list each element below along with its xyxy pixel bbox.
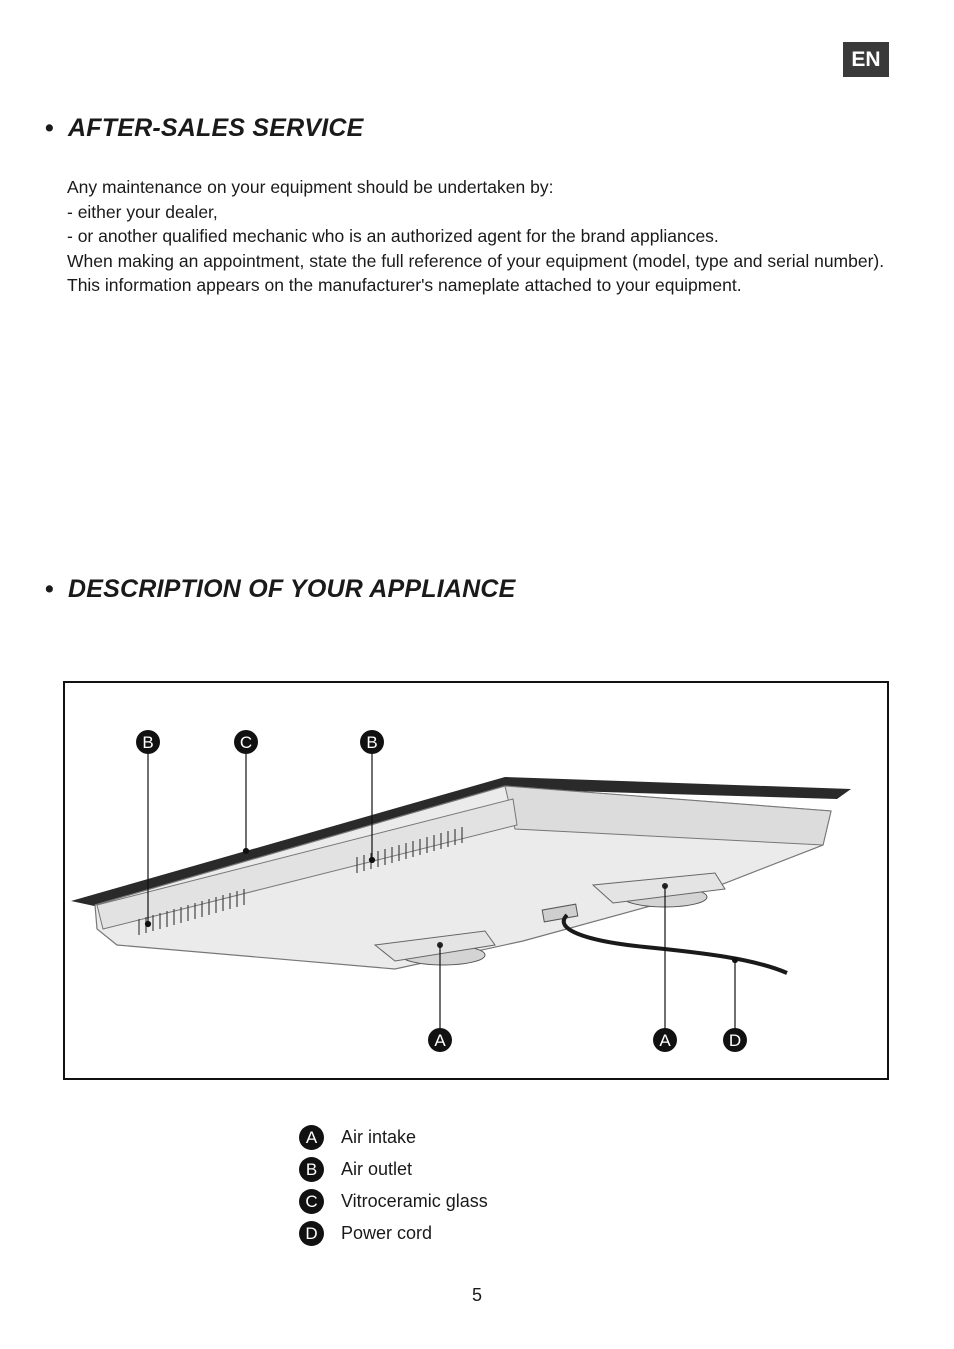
callout-c-text: C xyxy=(239,733,253,752)
legend-key-badge: A xyxy=(299,1125,324,1150)
callout-b-mid-text: B xyxy=(366,733,378,752)
appliance-diagram xyxy=(63,681,889,1080)
callout-d xyxy=(723,1028,747,1052)
legend-key-badge: B xyxy=(299,1157,324,1182)
callout-a-right-text: A xyxy=(659,1031,671,1050)
body-line: - either your dealer, xyxy=(67,201,218,222)
description-heading xyxy=(45,575,516,604)
legend-item xyxy=(299,1185,488,1217)
legend-key-badge: C xyxy=(299,1189,324,1214)
callout-b-mid xyxy=(360,730,384,754)
legend-key-badge: D xyxy=(299,1221,324,1246)
legend-item xyxy=(299,1217,488,1249)
callout-b-left-text: B xyxy=(142,733,154,752)
after-sales-heading xyxy=(45,114,364,143)
heading-bullet: • xyxy=(45,114,54,142)
callout-a-left-text: A xyxy=(434,1031,446,1050)
callout-c xyxy=(234,730,258,754)
callout-d-text: D xyxy=(728,1031,742,1050)
callout-a-left xyxy=(428,1028,452,1052)
legend-label: Power cord xyxy=(341,1222,433,1243)
description-title: DESCRIPTION OF YOUR APPLIANCE xyxy=(68,575,516,603)
callout-b-left xyxy=(136,730,160,754)
after-sales-title: AFTER-SALES SERVICE xyxy=(68,114,364,142)
power-cord xyxy=(564,915,787,973)
diagram-legend xyxy=(299,1121,488,1249)
body-line: When making an appointment, state the full reference of your equipment (model, type and serial number). This information appears on the manufacturer's nameplate attached to your equipment. xyxy=(67,250,885,295)
language-badge: EN xyxy=(843,42,889,77)
page-number: 5 xyxy=(471,1285,482,1305)
legend-label: Air outlet xyxy=(341,1158,413,1179)
after-sales-body xyxy=(67,175,907,298)
legend-label: Air intake xyxy=(341,1126,417,1147)
heading-bullet: • xyxy=(45,575,54,603)
legend-item xyxy=(299,1121,488,1153)
callout-a-right xyxy=(653,1028,677,1052)
hob-underside-illustration xyxy=(65,683,887,1078)
legend-item xyxy=(299,1153,488,1185)
body-line: Any maintenance on your equipment should be undertaken by: xyxy=(67,177,554,197)
body-line: - or another qualified mechanic who is an authorized agent for the brand appliances. xyxy=(67,226,719,246)
legend-label: Vitroceramic glass xyxy=(341,1190,488,1211)
